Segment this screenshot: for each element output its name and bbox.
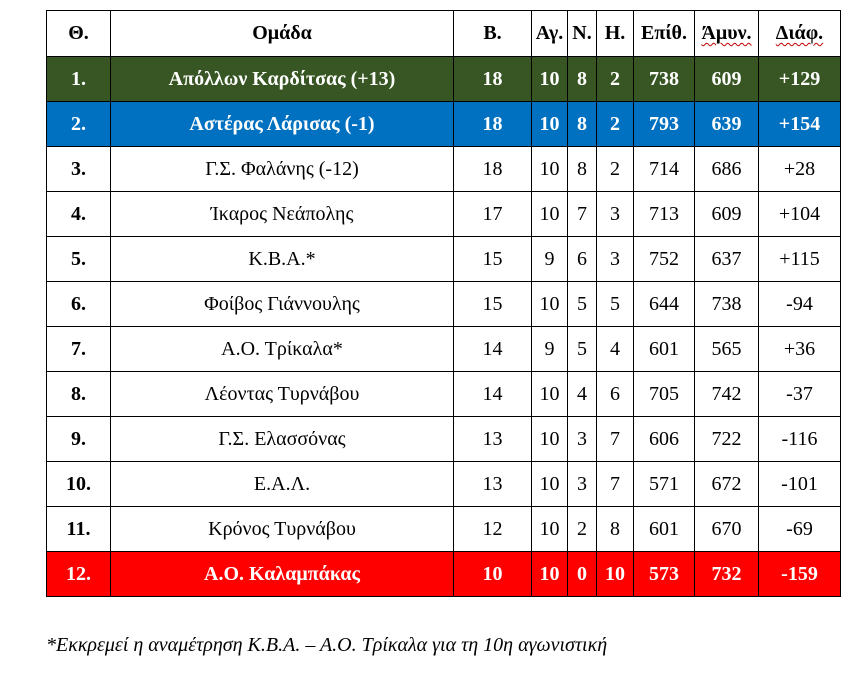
cell-team: Φοίβος Γιάννουλης <box>111 282 454 327</box>
cell-points: 12 <box>454 507 532 552</box>
footnote: *Εκκρεμεί η αναμέτρηση Κ.Β.Α. – Α.Ο. Τρίκαλα για τη 10η αγωνιστική <box>46 634 608 656</box>
cell-lost: 10 <box>597 552 634 597</box>
cell-team: Απόλλων Καρδίτσας (+13) <box>111 57 454 102</box>
cell-scored: 714 <box>634 147 695 192</box>
header-lost: Η. <box>597 11 634 57</box>
cell-team: Ε.Α.Λ. <box>111 462 454 507</box>
cell-position: 4. <box>47 192 111 237</box>
cell-difference: +104 <box>759 192 841 237</box>
cell-won: 5 <box>568 282 597 327</box>
cell-lost: 5 <box>597 282 634 327</box>
cell-lost: 2 <box>597 102 634 147</box>
table-row <box>47 507 841 552</box>
cell-conceded: 609 <box>695 192 759 237</box>
cell-played: 10 <box>532 462 568 507</box>
cell-position: 1. <box>47 57 111 102</box>
cell-lost: 4 <box>597 327 634 372</box>
cell-played: 10 <box>532 507 568 552</box>
cell-lost: 2 <box>597 147 634 192</box>
cell-lost: 2 <box>597 57 634 102</box>
cell-team: Α.Ο. Καλαμπάκας <box>111 552 454 597</box>
cell-points: 14 <box>454 372 532 417</box>
cell-scored: 752 <box>634 237 695 282</box>
cell-position: 11. <box>47 507 111 552</box>
cell-lost: 3 <box>597 192 634 237</box>
cell-position: 12. <box>47 552 111 597</box>
cell-difference: +154 <box>759 102 841 147</box>
cell-points: 15 <box>454 237 532 282</box>
cell-position: 10. <box>47 462 111 507</box>
cell-scored: 601 <box>634 507 695 552</box>
cell-won: 8 <box>568 147 597 192</box>
table-row <box>47 237 841 282</box>
cell-position: 8. <box>47 372 111 417</box>
cell-played: 9 <box>532 237 568 282</box>
cell-scored: 705 <box>634 372 695 417</box>
cell-played: 10 <box>532 282 568 327</box>
cell-conceded: 672 <box>695 462 759 507</box>
cell-played: 10 <box>532 147 568 192</box>
cell-difference: +28 <box>759 147 841 192</box>
cell-team: Κ.Β.Α.* <box>111 237 454 282</box>
cell-points: 17 <box>454 192 532 237</box>
cell-team: Αστέρας Λάρισας (-1) <box>111 102 454 147</box>
cell-points: 10 <box>454 552 532 597</box>
cell-points: 13 <box>454 462 532 507</box>
table-row <box>47 147 841 192</box>
cell-won: 7 <box>568 192 597 237</box>
header-won: Ν. <box>568 11 597 57</box>
cell-points: 15 <box>454 282 532 327</box>
table-row <box>47 372 841 417</box>
cell-won: 8 <box>568 102 597 147</box>
header-conceded-label: Άμυν. <box>701 22 752 44</box>
cell-won: 5 <box>568 327 597 372</box>
header-row <box>47 11 841 57</box>
cell-difference: +36 <box>759 327 841 372</box>
table-row <box>47 102 841 147</box>
cell-position: 3. <box>47 147 111 192</box>
cell-scored: 571 <box>634 462 695 507</box>
cell-points: 18 <box>454 147 532 192</box>
cell-points: 14 <box>454 327 532 372</box>
cell-difference: -101 <box>759 462 841 507</box>
cell-position: 9. <box>47 417 111 462</box>
cell-played: 10 <box>532 417 568 462</box>
cell-difference: -159 <box>759 552 841 597</box>
header-points: Β. <box>454 11 532 57</box>
cell-played: 10 <box>532 102 568 147</box>
cell-position: 2. <box>47 102 111 147</box>
header-conceded <box>695 11 759 57</box>
cell-difference: -69 <box>759 507 841 552</box>
cell-won: 6 <box>568 237 597 282</box>
standings-body <box>47 57 841 597</box>
cell-team: Λέοντας Τυρνάβου <box>111 372 454 417</box>
cell-played: 10 <box>532 552 568 597</box>
standings-table <box>46 10 841 597</box>
cell-points: 18 <box>454 102 532 147</box>
cell-conceded: 609 <box>695 57 759 102</box>
cell-team: Κρόνος Τυρνάβου <box>111 507 454 552</box>
cell-team: Γ.Σ. Φαλάνης (-12) <box>111 147 454 192</box>
header-difference <box>759 11 841 57</box>
cell-scored: 793 <box>634 102 695 147</box>
cell-conceded: 738 <box>695 282 759 327</box>
cell-won: 3 <box>568 417 597 462</box>
table-row <box>47 552 841 597</box>
cell-difference: -94 <box>759 282 841 327</box>
cell-position: 5. <box>47 237 111 282</box>
cell-won: 3 <box>568 462 597 507</box>
cell-points: 18 <box>454 57 532 102</box>
cell-scored: 713 <box>634 192 695 237</box>
cell-difference: -116 <box>759 417 841 462</box>
cell-difference: -37 <box>759 372 841 417</box>
cell-team: Α.Ο. Τρίκαλα* <box>111 327 454 372</box>
cell-lost: 8 <box>597 507 634 552</box>
table-row <box>47 327 841 372</box>
cell-won: 4 <box>568 372 597 417</box>
cell-lost: 6 <box>597 372 634 417</box>
cell-played: 10 <box>532 372 568 417</box>
cell-played: 10 <box>532 57 568 102</box>
cell-lost: 3 <box>597 237 634 282</box>
header-difference-label: Διάφ. <box>775 22 824 44</box>
cell-played: 10 <box>532 192 568 237</box>
cell-won: 2 <box>568 507 597 552</box>
cell-conceded: 686 <box>695 147 759 192</box>
cell-position: 7. <box>47 327 111 372</box>
table-row <box>47 57 841 102</box>
cell-conceded: 637 <box>695 237 759 282</box>
header-scored: Επίθ. <box>634 11 695 57</box>
table-row <box>47 462 841 507</box>
cell-team: Ίκαρος Νεάπολης <box>111 192 454 237</box>
cell-scored: 738 <box>634 57 695 102</box>
header-played: Αγ. <box>532 11 568 57</box>
cell-lost: 7 <box>597 417 634 462</box>
table-row <box>47 192 841 237</box>
cell-lost: 7 <box>597 462 634 507</box>
cell-scored: 601 <box>634 327 695 372</box>
cell-conceded: 742 <box>695 372 759 417</box>
cell-position: 6. <box>47 282 111 327</box>
cell-team: Γ.Σ. Ελασσόνας <box>111 417 454 462</box>
cell-won: 0 <box>568 552 597 597</box>
cell-played: 9 <box>532 327 568 372</box>
cell-scored: 573 <box>634 552 695 597</box>
cell-points: 13 <box>454 417 532 462</box>
table-row <box>47 417 841 462</box>
table-row <box>47 282 841 327</box>
cell-won: 8 <box>568 57 597 102</box>
header-position: Θ. <box>47 11 111 57</box>
header-team: Ομάδα <box>111 11 454 57</box>
cell-scored: 606 <box>634 417 695 462</box>
cell-difference: +129 <box>759 57 841 102</box>
cell-conceded: 639 <box>695 102 759 147</box>
cell-conceded: 732 <box>695 552 759 597</box>
cell-conceded: 722 <box>695 417 759 462</box>
cell-difference: +115 <box>759 237 841 282</box>
cell-conceded: 670 <box>695 507 759 552</box>
cell-conceded: 565 <box>695 327 759 372</box>
cell-scored: 644 <box>634 282 695 327</box>
